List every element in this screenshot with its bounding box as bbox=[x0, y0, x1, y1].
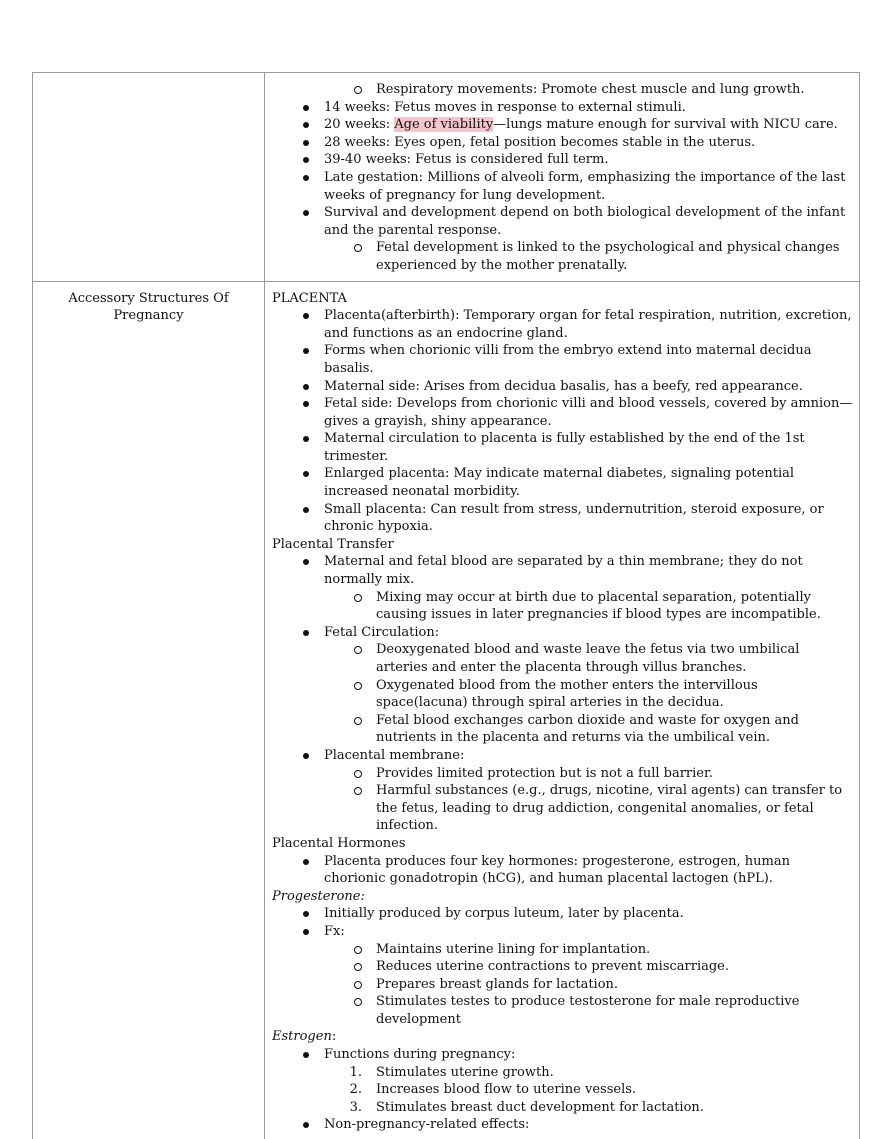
section-heading bbox=[272, 888, 853, 906]
item-text: Maternal and fetal blood are separated by a thin membrane; they do not normally mix. bbox=[324, 554, 803, 588]
item-text: Stimulates testes to produce testosterone for male reproductive development bbox=[376, 994, 800, 1027]
list-item bbox=[272, 307, 853, 342]
table-row bbox=[33, 73, 860, 282]
item-text: 39-40 weeks: Fetus is considered full term. bbox=[324, 152, 609, 168]
item-text: Mixing may occur at birth due to placental separation, potentially causing issues in later pregnancies if blood types are incompatible. bbox=[376, 589, 821, 623]
item-text: Maternal circulation to placenta is fully established by the end of the 1st trimester. bbox=[324, 431, 805, 464]
item-text: Small placenta: Can result from stress, undernutrition, steroid exposure, or chronic hypoxia. bbox=[324, 501, 824, 535]
list-item bbox=[272, 677, 853, 712]
item-text: Maintains uterine lining for implantation. bbox=[376, 941, 651, 957]
list-item bbox=[272, 853, 853, 888]
item-text: 28 weeks: Eyes open, fetal position becomes stable in the uterus. bbox=[324, 134, 756, 150]
item-text: Provides limited protection but is not a full barrier. bbox=[376, 765, 713, 781]
item-text: Placenta produces four key hormones: progesterone, estrogen, human chorionic gonadotropin (hCG), and human placental lactogen (hPL). bbox=[324, 853, 790, 887]
item-text: Maternal side: Arises from decidua basalis, has a beefy, red appearance. bbox=[324, 378, 803, 394]
item-text: Oxygenated blood from the mother enters the intervillous space(lacuna) through spiral arteries in the decidua. bbox=[376, 677, 758, 711]
list-item bbox=[272, 1081, 853, 1099]
item-text: Survival and development depend on both biological development of the infant and the parental response. bbox=[324, 205, 846, 238]
item-text: Placental membrane: bbox=[324, 747, 465, 763]
list-item bbox=[272, 712, 853, 747]
list-item bbox=[272, 99, 853, 117]
list-item bbox=[272, 1116, 853, 1134]
list-item bbox=[272, 465, 853, 500]
topic-cell bbox=[33, 73, 265, 282]
item-text: Placenta(afterbirth): Temporary organ for fetal respiration, nutrition, excretion, and functions as an endocrine gland. bbox=[324, 308, 852, 341]
item-text: Stimulates uterine growth. bbox=[376, 1064, 554, 1080]
list-item bbox=[272, 641, 853, 676]
content-cell bbox=[265, 281, 860, 1139]
heading-text: Estrogen bbox=[272, 1029, 332, 1045]
item-text: —lungs mature enough for survival with NICU care. bbox=[493, 117, 838, 133]
heading-text: Placental Hormones bbox=[272, 835, 406, 851]
item-text: Late gestation: Millions of alveoli form, emphasizing the importance of the last weeks of pregnancy for lung development. bbox=[324, 169, 846, 203]
item-text: Fx: bbox=[324, 923, 345, 939]
list-item bbox=[272, 993, 853, 1028]
list-item bbox=[272, 116, 853, 134]
item-text: 14 weeks: Fetus moves in response to external stimuli. bbox=[324, 99, 686, 115]
item-text: Fetal side: Develops from chorionic villi and blood vessels, covered by amnion—gives a grayish, shiny appearance. bbox=[324, 396, 853, 429]
heading-text: Progesterone: bbox=[272, 888, 365, 904]
item-text: 20 weeks: bbox=[324, 117, 395, 133]
list-number: 1. bbox=[349, 1064, 362, 1080]
list-number: 3. bbox=[349, 1099, 362, 1115]
notes-table bbox=[32, 72, 860, 1139]
item-text: Deoxygenated blood and waste leave the fetus via two umbilical arteries and enter the placenta through villus branches. bbox=[376, 642, 800, 675]
heading-text: PLACENTA bbox=[272, 290, 347, 306]
item-text: Prepares breast glands for lactation. bbox=[376, 976, 619, 992]
list-item bbox=[272, 782, 853, 835]
list-item bbox=[272, 1099, 853, 1117]
section-heading bbox=[272, 835, 853, 853]
list-number: 2. bbox=[349, 1082, 362, 1098]
list-item bbox=[272, 501, 853, 536]
section-heading bbox=[272, 1028, 853, 1046]
list-item bbox=[272, 1046, 853, 1064]
list-item bbox=[272, 342, 853, 377]
item-text: Forms when chorionic villi from the embryo extend into maternal decidua basalis. bbox=[324, 343, 812, 376]
list-item bbox=[272, 958, 853, 976]
item-text: Functions during pregnancy: bbox=[324, 1047, 516, 1063]
heading-text: Placental Transfer bbox=[272, 536, 394, 552]
item-text: Fetal blood exchanges carbon dioxide and waste for oxygen and nutrients in the placenta and returns via the umbilical vein. bbox=[376, 712, 799, 746]
list-item bbox=[272, 151, 853, 169]
list-item bbox=[272, 134, 853, 152]
list-item bbox=[272, 378, 853, 396]
heading-suffix: : bbox=[331, 1029, 337, 1045]
list-item bbox=[272, 239, 853, 274]
list-item bbox=[272, 430, 853, 465]
list-item bbox=[272, 1064, 853, 1082]
list-item bbox=[272, 589, 853, 624]
item-text: Reduces uterine contractions to prevent miscarriage. bbox=[376, 959, 729, 975]
highlighted-text: Age of viability bbox=[394, 117, 494, 133]
list-item bbox=[272, 747, 853, 765]
item-text: Harmful substances (e.g., drugs, nicotine, viral agents) can transfer to the fetus, leading to drug addiction, congenital anomalies, or fetal infection. bbox=[376, 783, 843, 834]
item-text: Non-pregnancy-related effects: bbox=[324, 1117, 530, 1133]
item-text: Increases blood flow to uterine vessels. bbox=[376, 1082, 637, 1098]
list-item bbox=[272, 941, 853, 959]
list-item bbox=[272, 976, 853, 994]
list-item bbox=[272, 81, 853, 99]
section-heading bbox=[272, 290, 853, 308]
list-item bbox=[272, 395, 853, 430]
item-text: Initially produced by corpus luteum, later by placenta. bbox=[324, 906, 684, 922]
list-item bbox=[272, 765, 853, 783]
table-row bbox=[33, 281, 860, 1139]
list-item bbox=[272, 169, 853, 204]
list-item bbox=[272, 624, 853, 642]
section-heading bbox=[272, 536, 853, 554]
list-item bbox=[272, 553, 853, 588]
item-text: Fetal Circulation: bbox=[324, 624, 440, 640]
item-text: Stimulates breast duct development for lactation. bbox=[376, 1099, 704, 1115]
item-text: Respiratory movements: Promote chest muscle and lung growth. bbox=[376, 82, 805, 97]
list-item bbox=[272, 923, 853, 941]
content-cell bbox=[265, 73, 860, 282]
item-text: Fetal development is linked to the psychological and physical changes experienced by the mother prenatally. bbox=[376, 240, 840, 273]
list-item bbox=[272, 204, 853, 239]
topic-cell: Accessory Structures Of Pregnancy bbox=[33, 281, 265, 1139]
list-item bbox=[272, 905, 853, 923]
item-text: Enlarged placenta: May indicate maternal diabetes, signaling potential increased neonatal morbidity. bbox=[324, 466, 795, 500]
